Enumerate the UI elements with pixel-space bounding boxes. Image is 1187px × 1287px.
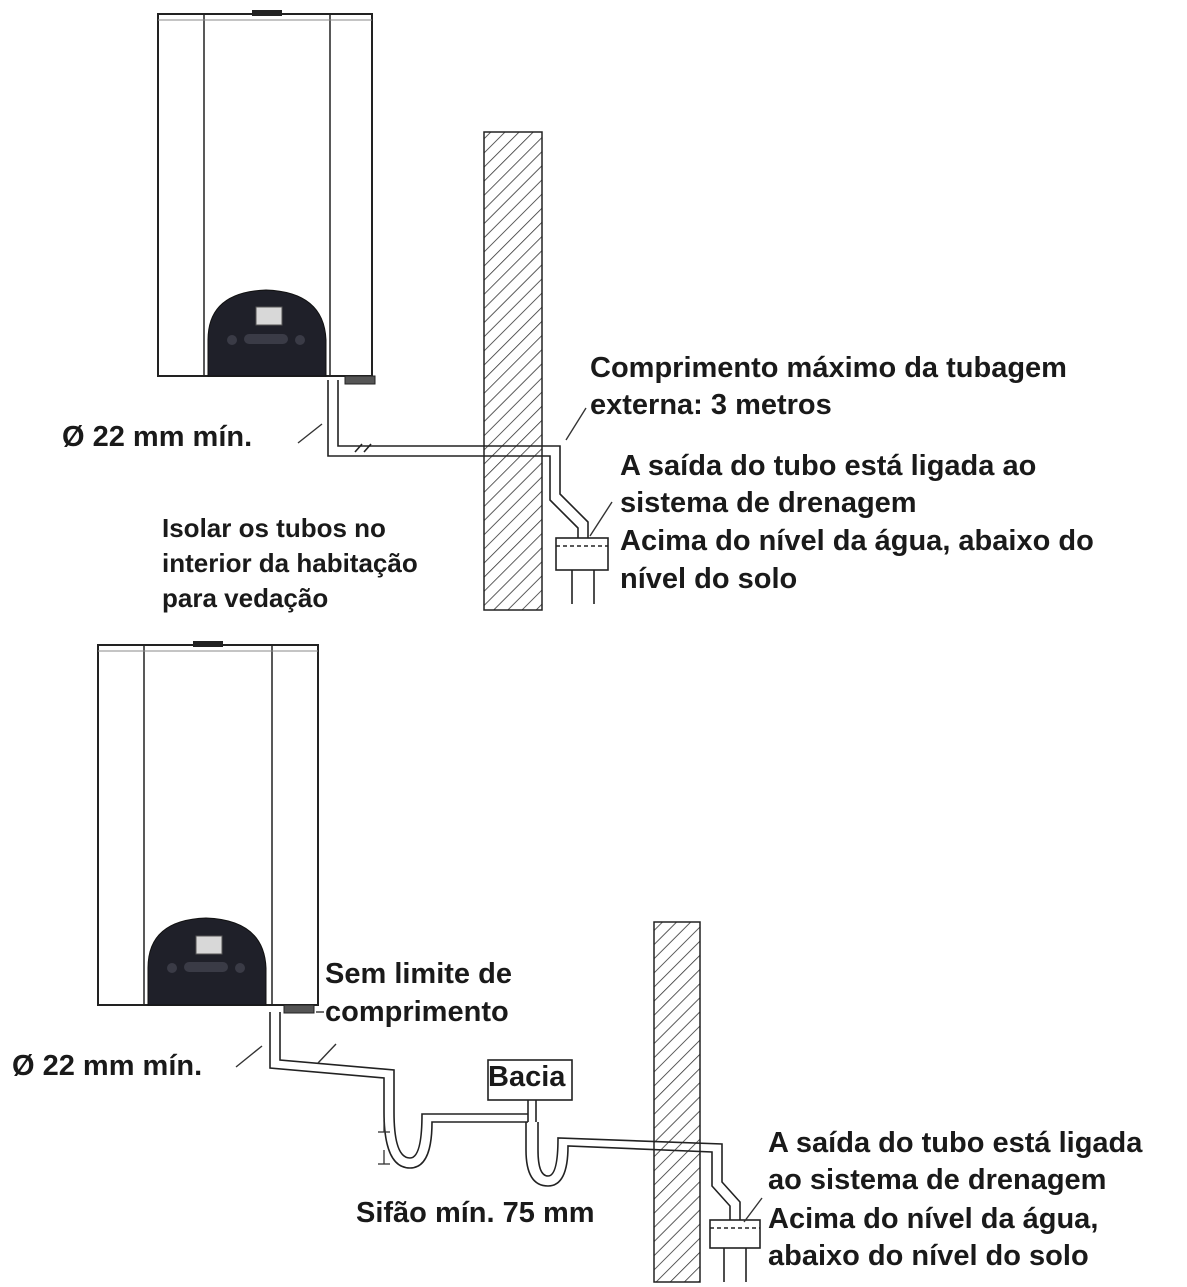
control-panel-bottom <box>148 918 266 1005</box>
max-length-label-line2: externa: 3 metros <box>590 389 832 421</box>
outlet-label-bottom-line2: ao sistema de drenagem <box>768 1164 1107 1196</box>
drain-receptacle-top <box>556 538 608 604</box>
outlet-label-bottom-line1: A saída do tubo está ligada <box>768 1127 1143 1159</box>
outlet-label-top-line3: Acima do nível da água, abaixo do <box>620 525 1094 557</box>
control-panel-top <box>208 290 326 376</box>
basin-label: Bacia <box>488 1061 566 1093</box>
outlet-label-top-line2: sistema de drenagem <box>620 487 917 519</box>
siphon-label: Sifão mín. 75 mm <box>356 1197 595 1229</box>
drain-receptacle-bottom <box>710 1220 760 1282</box>
insulate-label-line1: Isolar os tubos no <box>162 513 386 543</box>
outlet-label-top-line4: nível do solo <box>620 563 798 595</box>
no-limit-label-line2: comprimento <box>325 996 509 1028</box>
boiler-bottom <box>98 641 318 1013</box>
no-limit-label-line1: Sem limite de <box>325 958 512 990</box>
siphon-dimension <box>378 1120 390 1164</box>
max-length-label-line1: Comprimento máximo da tubagem <box>590 352 1067 384</box>
wall-bottom <box>654 922 700 1282</box>
outlet-label-bottom-line3: Acima do nível da água, <box>768 1203 1099 1235</box>
diameter-label-bottom: Ø 22 mm mín. <box>12 1050 203 1082</box>
outlet-label-top-line1: A saída do tubo está ligada ao <box>620 450 1037 482</box>
boiler-top <box>158 10 375 384</box>
wall-top <box>484 132 542 610</box>
insulate-label-line3: para vedação <box>162 583 329 613</box>
insulate-label-line2: interior da habitação <box>162 548 418 578</box>
outlet-label-bottom-line4: abaixo do nível do solo <box>768 1240 1089 1272</box>
diameter-label-top: Ø 22 mm mín. <box>62 421 253 453</box>
